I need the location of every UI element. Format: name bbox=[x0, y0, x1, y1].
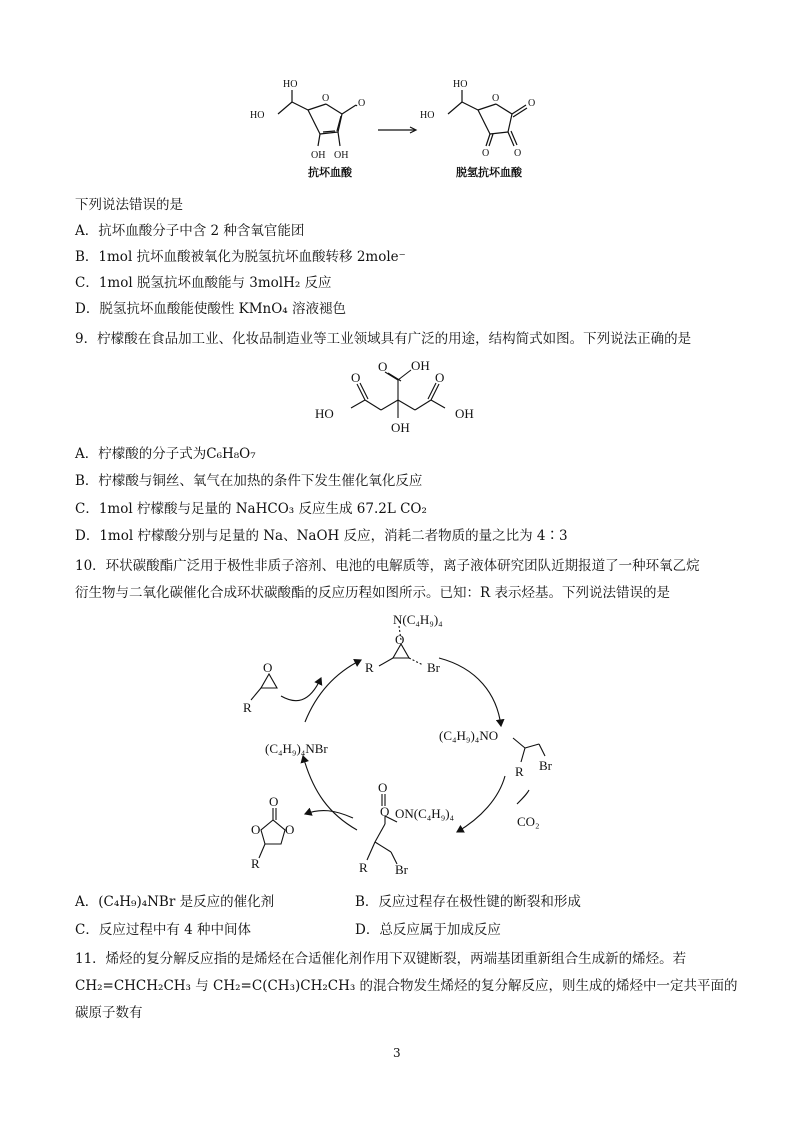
product-ring-o: O bbox=[251, 822, 261, 837]
bottom-carbonyl-o: O bbox=[378, 780, 388, 795]
q10-stem-line1: 10．环状碳酸酯广泛用于极性非质子溶剂、电池的电解质等，离子液体研究团队近期报道了一种环氧乙烷 bbox=[75, 558, 700, 574]
ho-atom: HO bbox=[283, 79, 298, 90]
page-number: 3 bbox=[393, 1046, 401, 1060]
catalyst-label: (C₄H₉)₄NBr bbox=[265, 741, 328, 756]
top-r-group: R bbox=[365, 660, 374, 675]
carbonyl-o-atom: O bbox=[482, 148, 490, 159]
q8-option-b: B．1mol 抗坏血酸被氧化为脱氢抗坏血酸转移 2mole⁻ bbox=[75, 249, 406, 265]
q8-option-c: C．1mol 脱氢抗坏血酸能与 3molH₂ 反应 bbox=[75, 275, 332, 291]
carbonyl-o-atom: O bbox=[435, 370, 445, 385]
q8-option-a: A．抗坏血酸分子中含 2 种含氧官能团 bbox=[75, 223, 305, 239]
q8-stem: 下列说法错误的是 bbox=[75, 197, 183, 213]
q11-line3: 碳原子数有 bbox=[75, 1005, 143, 1021]
carbonyl-o-atom: O bbox=[514, 148, 522, 159]
oh-atom: OH bbox=[411, 358, 430, 373]
ascorbic-acid-reaction-figure bbox=[230, 70, 570, 185]
product-ring-o: O bbox=[285, 822, 295, 837]
top-epoxide-o: O bbox=[395, 632, 405, 647]
ring-o-atom: O bbox=[492, 93, 500, 104]
q9-option-d: D．1mol 柠檬酸分别与足量的 Na、NaOH 反应，消耗二者物质的量之比为 4∶3 bbox=[75, 528, 568, 544]
dehydroascorbic-acid-label: 脱氢抗坏血酸 bbox=[456, 167, 522, 179]
q10-option-a: A．(C₄H₉)₄NBr 是反应的催化剂 bbox=[75, 894, 275, 910]
oh-atom: OH bbox=[334, 150, 349, 161]
ring-o-atom: O bbox=[322, 93, 330, 104]
ascorbic-acid-label: 抗坏血酸 bbox=[308, 167, 352, 179]
product-r-group: R bbox=[251, 856, 260, 871]
q8-option-d: D．脱氢抗坏血酸能使酸性 KMnO₄ 溶液褪色 bbox=[75, 301, 346, 317]
carbonyl-o-atom: O bbox=[528, 98, 536, 109]
ho-atom: HO bbox=[250, 110, 265, 121]
carbonyl-o-atom: O bbox=[378, 359, 388, 374]
reactant-r-group: R bbox=[243, 700, 252, 715]
ho-atom: HO bbox=[315, 406, 334, 421]
ho-atom: HO bbox=[453, 79, 468, 90]
product-carbonyl-o: O bbox=[269, 794, 279, 809]
top-amine-label: N(C₄H₉)₄ bbox=[393, 612, 443, 627]
bottom-ester-o: O bbox=[380, 804, 390, 819]
oh-atom: OH bbox=[311, 150, 326, 161]
q10-option-d: D．总反应属于加成反应 bbox=[355, 922, 501, 938]
bottom-br-label: Br bbox=[395, 862, 408, 877]
oh-atom: OH bbox=[391, 420, 410, 435]
q10-stem-line2: 衍生物与二氧化碳催化合成环状碳酸酯的反应历程如图所示。已知：R 表示烃基。下列说法错误的是 bbox=[75, 585, 670, 601]
oh-atom: OH bbox=[455, 406, 474, 421]
q9-stem: 9．柠檬酸在食品加工业、化妆品制造业等工业领域具有广泛的用途，结构简式如图。下列说法正确的是 bbox=[75, 331, 692, 347]
q11-line2: CH₂=CHCH₂CH₃ 与 CH₂=C(CH₃)CH₂CH₃ 的混合物发生烯烃的复分解反应，则生成的烯烃中一定共平面的 bbox=[75, 978, 738, 994]
right-r-group: R bbox=[515, 764, 524, 779]
right-species-label: (C₄H₉)₄NO bbox=[439, 728, 499, 743]
citric-acid-structure bbox=[305, 352, 495, 440]
q9-option-b: B．柠檬酸与铜丝、氧气在加热的条件下发生催化氧化反应 bbox=[75, 473, 423, 489]
q10-option-b: B．反应过程存在极性键的断裂和形成 bbox=[355, 894, 581, 910]
catalytic-cycle-diagram bbox=[225, 608, 575, 888]
carbonyl-o-atom: O bbox=[351, 370, 361, 385]
bottom-r-group: R bbox=[359, 860, 368, 875]
reactant-epoxide-o: O bbox=[263, 660, 273, 675]
ho-atom: HO bbox=[420, 110, 435, 121]
carbonyl-o-atom: O bbox=[358, 98, 366, 109]
top-br-label: Br bbox=[427, 660, 440, 675]
q9-option-c: C．1mol 柠檬酸与足量的 NaHCO₃ 反应生成 67.2L CO₂ bbox=[75, 501, 427, 517]
bottom-species-label: ON(C₄H₉)₄ bbox=[395, 806, 455, 821]
q11-line1: 11．烯烃的复分解反应指的是烯烃在合适催化剂作用下双键断裂，两端基团重新组合生成新的烯烃。若 bbox=[75, 951, 687, 967]
co2-label: CO₂ bbox=[517, 814, 540, 829]
q10-option-c: C．反应过程中有 4 种中间体 bbox=[75, 922, 252, 938]
right-br-label: Br bbox=[539, 758, 552, 773]
q9-option-a: A．柠檬酸的分子式为C₆H₈O₇ bbox=[75, 446, 256, 462]
